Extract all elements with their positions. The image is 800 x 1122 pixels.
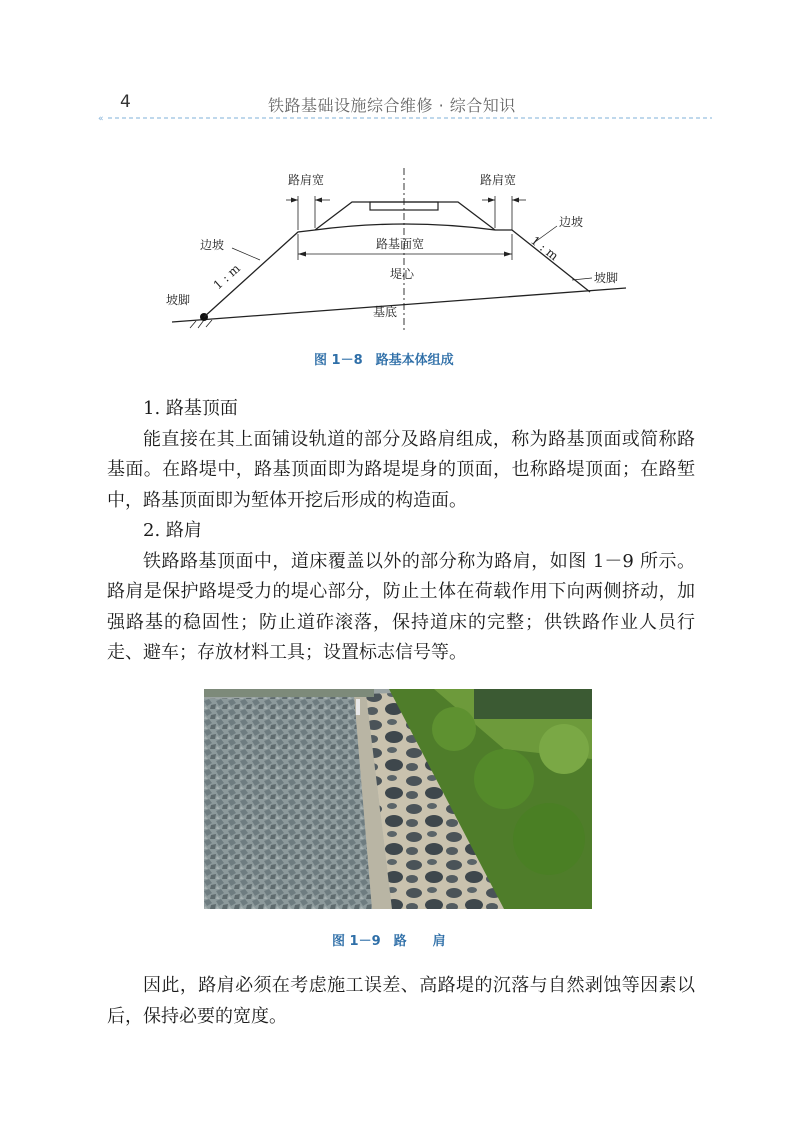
road-shoulder-photo	[204, 689, 592, 909]
label-embankment-core: 堤心	[390, 267, 415, 281]
figure-1-9-caption: 图 1－9 路 肩	[332, 934, 446, 949]
header-rule	[100, 114, 712, 122]
page-header	[100, 88, 712, 122]
embankment-diagram	[160, 160, 640, 340]
section-2-heading: 2. 路肩	[143, 520, 202, 541]
label-ratio-left: 1 : m	[210, 261, 243, 293]
body-text-upper	[107, 394, 695, 669]
section-1-heading: 1. 路基顶面	[143, 398, 238, 419]
running-title: 铁路基础设施综合维修 · 综合知识	[268, 96, 516, 115]
label-shoulder-width-right: 路肩宽	[480, 173, 517, 187]
label-toe-left: 坡脚	[166, 293, 191, 307]
label-formation-width: 路基面宽	[376, 237, 425, 251]
label-base: 基底	[373, 305, 398, 319]
body-text-lower	[107, 971, 695, 1032]
svg-text:«: «	[98, 114, 104, 124]
section-1-paragraph: 能直接在其上面铺设轨道的部分及路肩组成，称为路基顶面或简称路基面。在路堤中，路基顶面即为路堤堤身的顶面，也称路堤顶面；在路堑中，路基顶面即为堑体开挖后形成的构造面。	[107, 428, 695, 511]
section-2-paragraph: 铁路路基顶面中，道床覆盖以外的部分称为路肩，如图 1－9 所示。路肩是保护路堤受力的堤心部分，防止土体在荷载作用下向两侧挤动，加强路基的稳固性；防止道砟滚落，保持道床的完整；供铁路作业人员行走、避车；存放材料工具；设置标志信号等。	[107, 550, 695, 663]
figure-1-8-caption: 图 1－8 路基本体组成	[314, 353, 454, 368]
label-toe-right: 坡脚	[594, 271, 619, 285]
label-slope-left: 边坡	[200, 238, 225, 252]
label-slope-right: 边坡	[559, 215, 584, 229]
label-ratio-right: 1 : m	[528, 233, 561, 264]
page-number: 4	[120, 92, 131, 112]
closing-paragraph: 因此，路肩必须在考虑施工误差、高路堤的沉落与自然剥蚀等因素以后，保持必要的宽度。	[107, 975, 695, 1027]
label-shoulder-width-left: 路肩宽	[288, 173, 325, 187]
